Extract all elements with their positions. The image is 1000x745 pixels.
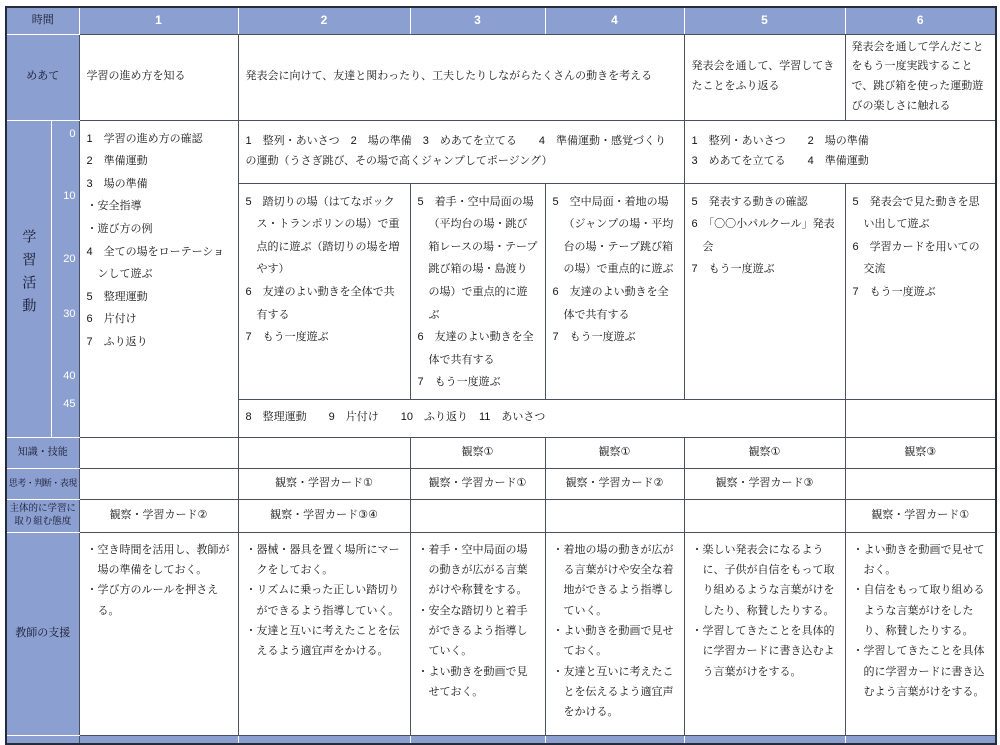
thinking-col5: 観察・学習カード③ — [684, 468, 845, 499]
knowledge-row-label: 知識・技能 — [6, 437, 79, 468]
list-item: ・自信をもって取り組めるような言葉がけをしたり、称賛したりする。 — [852, 584, 985, 637]
list-item: 7 もう一度遊ぶ — [852, 285, 936, 298]
strip-cell — [238, 735, 410, 744]
header-col-2: 2 — [238, 7, 410, 34]
time-scale-track — [52, 121, 79, 421]
time-mark: 45 — [63, 397, 76, 410]
list-item: ・空き時間を活用し、教師が場の準備をしておく。 — [86, 543, 230, 576]
header-col-6: 6 — [845, 7, 996, 34]
attitude-col1: 観察・学習カード② — [79, 499, 238, 532]
activity-col2 — [238, 183, 410, 399]
knowledge-col5: 観察① — [684, 437, 845, 468]
support-row-label: 教師の支援 — [6, 532, 79, 735]
goal-col6: 発表会を通して学んだことをもう一度実践することで、跳び箱を使った運動遊びの楽しさに触れる — [845, 34, 996, 120]
thinking-row-label: 思考・判断・表現 — [6, 468, 79, 499]
thinking-col4: 観察・学習カード② — [545, 468, 684, 499]
time-mark: 40 — [63, 369, 76, 382]
activity-col5 — [684, 183, 845, 399]
support-col4 — [545, 532, 684, 735]
list-item: 5 踏切りの場（はてなボックス・トランポリンの場）で重点的に遊ぶ（踏切りの場を増やす） — [245, 195, 400, 276]
header-row — [6, 7, 996, 34]
activity-top-col5-6 — [684, 120, 996, 183]
activity-col1 — [79, 120, 238, 437]
support-col5 — [684, 532, 845, 735]
strip-label-cell — [6, 735, 79, 744]
teacher-support-row — [6, 532, 996, 735]
list-item: 5 着手・空中局面の場（平均台の場・跳び箱レースの場・テープ跳び箱の場・島渡りの場）で重点的に遊ぶ — [417, 195, 538, 321]
list-item: ・安全指導 — [86, 200, 142, 213]
list-item: ・学習してきたことを具体的に学習カードに書き込むよう言葉がけをする。 — [691, 624, 835, 678]
list-item: 5 空中局面・着地の場（ジャンプの場・平均台の場・テープ跳び箱の場）で重点的に遊ぶ — [552, 195, 674, 276]
list-item: ・よい動きを動画で見せておく。 — [552, 624, 674, 658]
activity-col6 — [845, 183, 996, 399]
header-time-label: 時間 — [6, 7, 79, 34]
assessment-knowledge-row — [6, 437, 996, 468]
activity-bottom-col6 — [845, 399, 996, 437]
thinking-col6 — [845, 468, 996, 499]
list-item: ・よい動きを動画で見せておく。 — [417, 665, 528, 698]
attitude-col6: 観察・学習カード① — [845, 499, 996, 532]
activity-row-label — [6, 120, 51, 437]
unit-plan-table — [5, 6, 997, 745]
strip-cell — [684, 735, 845, 744]
list-item: ・友達と互いに考えたことを伝えるよう適宜声をかける。 — [245, 624, 400, 658]
header-col-4: 4 — [545, 7, 684, 34]
list-item: ・安全な踏切りと着手ができるよう指導していく。 — [417, 604, 528, 658]
time-mark: 30 — [63, 307, 76, 320]
goal-col5: 発表会を通して、学習してきたことをふり返る — [684, 34, 845, 120]
activity-col3 — [410, 183, 545, 399]
attitude-col3 — [410, 499, 545, 532]
list-item: 5 発表する動きの確認 — [691, 195, 808, 208]
goal-row — [6, 34, 996, 120]
activity-bottom-col2-5: 8 整理運動 9 片付け 10 ふり返り 11 あいさつ — [238, 399, 845, 437]
list-item: 1 学習の進め方の確認 — [86, 132, 203, 145]
strip-cell — [845, 735, 996, 744]
list-item: 6 学習カードを用いての交流 — [852, 240, 980, 276]
knowledge-col6: 観察③ — [845, 437, 996, 468]
thinking-col1 — [79, 468, 238, 499]
strip-cell — [410, 735, 545, 744]
list-item: 6 友達のよい動きを全体で共有する — [417, 331, 534, 366]
attitude-col4 — [545, 499, 684, 532]
list-item: 7 ふり返り — [86, 335, 148, 348]
list-item: 3 めあてを立てる 4 準備運動 — [691, 154, 869, 167]
attitude-col5 — [684, 499, 845, 532]
assessment-attitude-row — [6, 499, 996, 532]
list-item: 2 準備運動 — [86, 155, 148, 168]
activity-top-row — [6, 120, 996, 183]
activity-top-col2-4: 1 整列・あいさつ 2 場の準備 3 めあてを立てる 4 準備運動・感覚づくりの運動（うさぎ跳び、その場で高くジャンプしてポージング） — [238, 120, 684, 183]
attitude-col2: 観察・学習カード③④ — [238, 499, 410, 532]
list-item: ・器械・器具を置く場所にマークをしておく。 — [245, 543, 400, 576]
goal-row-label: めあて — [6, 34, 79, 120]
list-item: 7 もう一度遊ぶ — [691, 263, 775, 276]
knowledge-col4: 観察① — [545, 437, 684, 468]
goal-col2-4: 発表会に向けて、友達と関わったり、工夫したりしながらたくさんの動きを考える — [238, 34, 684, 120]
knowledge-col3: 観察① — [410, 437, 545, 468]
list-item: 6 「〇〇小パルクール」発表会 — [691, 218, 835, 253]
list-item: ・着手・空中局面の場の動きが広がる言葉がけや称賛をする。 — [417, 543, 528, 597]
list-item: 5 発表会で見た動きを思い出して遊ぶ — [852, 195, 980, 231]
strip-cell — [545, 735, 684, 744]
list-item: 4 全ての場をローテーションして遊ぶ — [86, 245, 225, 281]
list-item: ・学習してきたことを具体的に学習カードに書き込むよう言葉がけをする。 — [852, 645, 985, 698]
header-col-1: 1 — [79, 7, 238, 34]
support-col6 — [845, 532, 996, 735]
list-item: ・楽しい発表会になるように、子供が自信をもって取り組めるような言葉がけをしたり、称賛したりする。 — [691, 543, 835, 617]
header-col-3: 3 — [410, 7, 545, 34]
activity-row-label-text: 学習活動 — [21, 228, 38, 321]
thinking-col2: 観察・学習カード① — [238, 468, 410, 499]
list-item: 1 整列・あいさつ 2 場の準備 — [691, 134, 869, 147]
time-mark: 0 — [69, 127, 76, 140]
activity-col4 — [545, 183, 684, 399]
next-row-strip — [6, 735, 996, 744]
knowledge-col2 — [238, 437, 410, 468]
header-col-5: 5 — [684, 7, 845, 34]
strip-cell — [79, 735, 238, 744]
list-item: 7 もう一度遊ぶ — [245, 331, 329, 344]
activity-time-scale — [51, 120, 79, 437]
knowledge-col1 — [79, 437, 238, 468]
list-item: 3 場の準備 — [86, 177, 148, 190]
list-item: ・リズムに乗った正しい踏切りができるよう指導していく。 — [245, 584, 400, 617]
list-item: 5 整理運動 — [86, 290, 148, 303]
list-item: 6 友達のよい動きを全体で共有する — [245, 285, 395, 321]
support-col3 — [410, 532, 545, 735]
list-item: 7 もう一度遊ぶ — [552, 331, 636, 344]
time-mark: 10 — [63, 189, 76, 202]
list-item: ・友達と互いに考えたことを伝えるよう適宜声をかける。 — [552, 665, 674, 719]
support-col2 — [238, 532, 410, 735]
support-col1 — [79, 532, 238, 735]
list-item: 6 片付け — [86, 313, 137, 326]
attitude-row-label: 主体的に学習に取り組む態度 — [6, 499, 79, 532]
assessment-thinking-row — [6, 468, 996, 499]
list-item: ・よい動きを動画で見せておく。 — [852, 543, 985, 576]
goal-col1: 学習の進め方を知る — [79, 34, 238, 120]
list-item: ・着地の場の動きが広がる言葉がけや安全な着地ができるよう指導していく。 — [552, 543, 674, 617]
thinking-col3: 観察・学習カード① — [410, 468, 545, 499]
list-item: 7 もう一度遊ぶ — [417, 376, 501, 389]
list-item: 6 友達のよい動きを全体で共有する — [552, 285, 669, 321]
time-mark: 20 — [63, 252, 76, 265]
list-item: ・遊び方の例 — [86, 222, 153, 235]
list-item: ・学び方のルールを押さえる。 — [86, 584, 219, 617]
